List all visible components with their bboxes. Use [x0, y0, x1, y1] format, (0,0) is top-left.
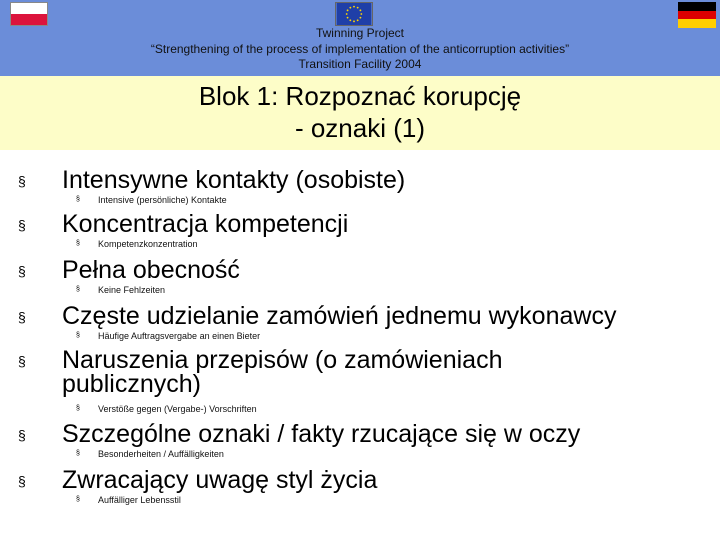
item-translation: Besonderheiten / Auffälligkeiten	[98, 449, 224, 459]
item-translation: Intensive (persönliche) Kontakte	[98, 195, 227, 205]
item-text: Zwracający uwagę styl życia	[62, 466, 378, 494]
header-subtitle: “Strengthening of the process of implementation of the anticorruption activities”	[150, 41, 570, 56]
sub-bullet-icon: §	[76, 332, 80, 339]
sub-bullet-icon: §	[76, 286, 80, 293]
sub-bullet-icon: §	[76, 240, 80, 247]
bullet-icon: §	[18, 309, 26, 325]
germany-flag-icon	[678, 2, 716, 28]
title-line-1: Blok 1: Rozpoznać korupcję	[198, 81, 522, 111]
bullet-icon: §	[18, 353, 26, 369]
item-text: Koncentracja kompetencji	[62, 210, 349, 238]
item-translation: Häufige Auftragsvergabe an einen Bieter	[98, 331, 261, 341]
item-translation: Kompetenzkonzentration	[98, 239, 198, 249]
item-text: Pełna obecność	[62, 256, 240, 284]
item-text: Częste udzielanie zamówień jednemu wykonawcy	[62, 302, 617, 330]
item-text: Intensywne kontakty (osobiste)	[62, 166, 406, 194]
poland-flag-icon	[10, 2, 48, 26]
item-translation: Keine Fehlzeiten	[98, 285, 166, 295]
item-text: Naruszenia przepisów (o zamówieniach publicznych)	[62, 346, 503, 398]
title-line-2: - oznaki (1)	[294, 113, 426, 143]
eu-flag-icon	[335, 2, 373, 26]
sub-bullet-icon: §	[76, 496, 80, 503]
sub-bullet-icon: §	[76, 450, 80, 457]
item-text: Szczególne oznaki / fakty rzucające się w oczy	[62, 420, 581, 448]
bullet-icon: §	[18, 473, 26, 489]
sub-bullet-icon: §	[76, 196, 80, 203]
bullet-icon: §	[18, 427, 26, 443]
item-translation: Auffälliger Lebensstil	[98, 495, 181, 505]
bullet-icon: §	[18, 173, 26, 189]
page-title	[0, 80, 720, 144]
header-project: Twinning Project	[315, 26, 405, 40]
sub-bullet-icon: §	[76, 405, 80, 412]
header-text	[0, 26, 720, 73]
bullet-icon: §	[18, 263, 26, 279]
bullet-icon: §	[18, 217, 26, 233]
header-facility: Transition Facility 2004	[298, 57, 422, 71]
item-translation: Verstöße gegen (Vergabe-) Vorschriften	[98, 404, 257, 414]
